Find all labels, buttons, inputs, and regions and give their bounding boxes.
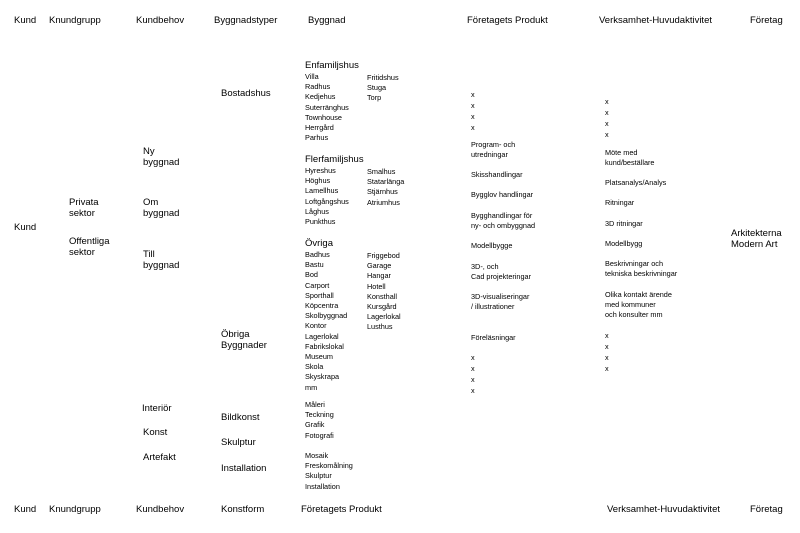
list-item: Suterränghus <box>305 102 349 112</box>
header-knundgrupp: Knundgrupp <box>49 15 101 26</box>
ovriga-list-2 <box>367 251 401 333</box>
enfamiljshus-title: Enfamiljshus <box>305 60 359 71</box>
x-mark: x <box>605 108 609 117</box>
footer-verksamhet: Verksamhet-Huvudaktivitet <box>607 504 720 515</box>
x-mark: x <box>471 101 475 110</box>
list-item: Punkthus <box>305 217 336 227</box>
bildkonst-list <box>305 400 334 441</box>
verksamhet-x-bottom <box>605 330 609 374</box>
list-item: Museum <box>305 352 333 362</box>
list-item: Hyreshus <box>305 166 336 175</box>
list-item: Sporthall <box>305 290 334 300</box>
footer-foretag: Företag <box>750 504 783 515</box>
verksamhet-item: Platsanalys/Analys <box>605 178 667 187</box>
list-item: Torp <box>367 93 382 103</box>
produkt-item: Bygghandlingar för ny- och ombyggnad <box>471 211 536 231</box>
need-interior: Interiör <box>142 403 172 414</box>
list-item: Skulptur <box>305 471 332 481</box>
group-offentliga: Offentliga sektor <box>69 236 110 258</box>
list-item: Lusthus <box>367 322 393 332</box>
list-item: Installation <box>305 481 340 491</box>
list-item: Lagerlokal <box>367 312 401 322</box>
list-item: Kontor <box>305 321 327 331</box>
list-item: Statarlänga <box>367 177 405 187</box>
group-privata: Privata sektor <box>69 197 99 219</box>
footer-kund: Kund <box>14 504 37 515</box>
header-kund: Kund <box>14 15 37 26</box>
list-item: Fabrikslokal <box>305 341 344 351</box>
list-item: Låghus <box>305 206 329 216</box>
x-mark: x <box>605 364 609 373</box>
list-item: Måleri <box>305 400 325 409</box>
produkt-item: Bygglov handlingar <box>471 190 534 199</box>
flerfamiljshus-title: Flerfamiljshus <box>305 154 364 165</box>
verksamhet-item: Modellbygg <box>605 239 643 248</box>
produkt-item: 3D-, och Cad projekteringar <box>471 262 532 282</box>
skulptur-list <box>305 451 353 492</box>
produkt-item: 3D-visualiseringar / illustrationer <box>471 292 530 312</box>
list-item: Loftgångshus <box>305 196 349 206</box>
list-item: Hangar <box>367 271 391 281</box>
list-item: Herrgård <box>305 123 334 133</box>
list-item: Fotografi <box>305 430 334 440</box>
type-bostadshus: Bostadshus <box>221 88 271 99</box>
footer-foretagets-produkt: Företagets Produkt <box>301 504 382 515</box>
x-mark: x <box>471 375 475 384</box>
type-bildkonst: Bildkonst <box>221 412 260 423</box>
produkt-item: Föreläsningar <box>471 333 516 342</box>
list-item: Bod <box>305 270 318 280</box>
list-item: Parhus <box>305 133 329 143</box>
list-item: Carport <box>305 280 330 290</box>
header-foretagets-produkt: Företagets Produkt <box>467 15 548 26</box>
list-item: Skola <box>305 362 324 372</box>
x-mark: x <box>605 353 609 362</box>
kund-label: Kund <box>14 222 37 233</box>
verksamhet-item: Beskrivningar och tekniska beskrivningar <box>605 259 678 279</box>
ovriga-title: Övriga <box>305 238 333 249</box>
foretag-name: Arkitekterna Modern Art <box>731 228 782 250</box>
type-obriga-byggnader: Öbriga Byggnader <box>221 329 267 351</box>
type-skulptur: Skulptur <box>221 437 256 448</box>
enfamiljshus-list-1 <box>305 72 349 143</box>
produkt-x-top <box>471 89 475 133</box>
list-item: Lamellhus <box>305 186 339 196</box>
produkt-item: Skisshandlingar <box>471 170 523 179</box>
x-mark: x <box>605 331 609 340</box>
x-mark: x <box>605 342 609 351</box>
need-till-byggnad: Till byggnad <box>143 249 180 271</box>
flerfamiljshus-list-2 <box>367 167 404 208</box>
list-item: Radhus <box>305 82 331 92</box>
produkt-item: Program- och utredningar <box>471 140 516 160</box>
verksamhet-item: Ritningar <box>605 198 635 207</box>
produkt-item: Modellbygge <box>471 241 513 250</box>
list-item: Kedjehus <box>305 92 336 102</box>
list-item: Freskomålning <box>305 461 353 471</box>
list-item: Atriumhus <box>367 197 400 207</box>
x-mark: x <box>471 112 475 121</box>
header-foretag: Företag <box>750 15 783 26</box>
x-mark: x <box>471 353 475 362</box>
type-installation: Installation <box>221 463 267 474</box>
header-verksamhet: Verksamhet-Huvudaktivitet <box>599 15 712 26</box>
footer-knundgrupp: Knundgrupp <box>49 504 101 515</box>
x-mark: x <box>605 130 609 139</box>
list-item: Köpcentra <box>305 301 339 311</box>
verksamhet-item: Olika kontakt ärende med kommuner och konsulter mm <box>605 290 672 320</box>
x-mark: x <box>471 90 475 99</box>
enfamiljshus-list-2 <box>367 73 399 104</box>
list-item: Fritidshus <box>367 73 399 82</box>
list-item: Höghus <box>305 176 331 186</box>
header-byggnadstyper: Byggnadstyper <box>214 15 278 26</box>
list-item: Stuga <box>367 83 387 93</box>
produkt-x-bottom <box>471 352 475 396</box>
header-kundbehov: Kundbehov <box>136 15 185 26</box>
list-item: Stjärnhus <box>367 187 398 197</box>
need-konst: Konst <box>143 427 168 438</box>
list-item: Konsthall <box>367 291 398 301</box>
list-item: Townhouse <box>305 112 342 122</box>
x-mark: x <box>605 119 609 128</box>
need-ny-byggnad: Ny byggnad <box>143 146 180 168</box>
list-item: Smalhus <box>367 167 396 176</box>
ovriga-list-1 <box>305 250 347 393</box>
x-mark: x <box>471 123 475 132</box>
footer-konstform: Konstform <box>221 504 265 515</box>
list-item: Badhus <box>305 250 330 259</box>
need-artefakt: Artefakt <box>143 452 176 463</box>
verksamhet-item: Möte med kund/beställare <box>605 148 655 168</box>
list-item: mm <box>305 382 318 392</box>
list-item: Friggebod <box>367 251 400 260</box>
list-item: Teckning <box>305 410 334 420</box>
list-item: Villa <box>305 72 319 81</box>
list-item: Skolbyggnad <box>305 311 348 321</box>
list-item: Garage <box>367 261 392 271</box>
x-mark: x <box>471 364 475 373</box>
list-item: Hotell <box>367 281 386 291</box>
list-item: Grafik <box>305 420 325 430</box>
footer-kundbehov: Kundbehov <box>136 504 185 515</box>
list-item: Mosaik <box>305 451 329 460</box>
need-om-byggnad: Om byggnad <box>143 197 180 219</box>
list-item: Skyskrapa <box>305 372 340 382</box>
list-item: Bastu <box>305 260 324 270</box>
list-item: Kursgård <box>367 302 397 312</box>
x-mark: x <box>605 97 609 106</box>
flerfamiljshus-list-1 <box>305 166 349 227</box>
x-mark: x <box>471 386 475 395</box>
verksamhet-item: 3D ritningar <box>605 219 643 228</box>
list-item: Lagerlokal <box>305 331 339 341</box>
verksamhet-x-top <box>605 96 609 140</box>
header-byggnad: Byggnad <box>308 15 346 26</box>
